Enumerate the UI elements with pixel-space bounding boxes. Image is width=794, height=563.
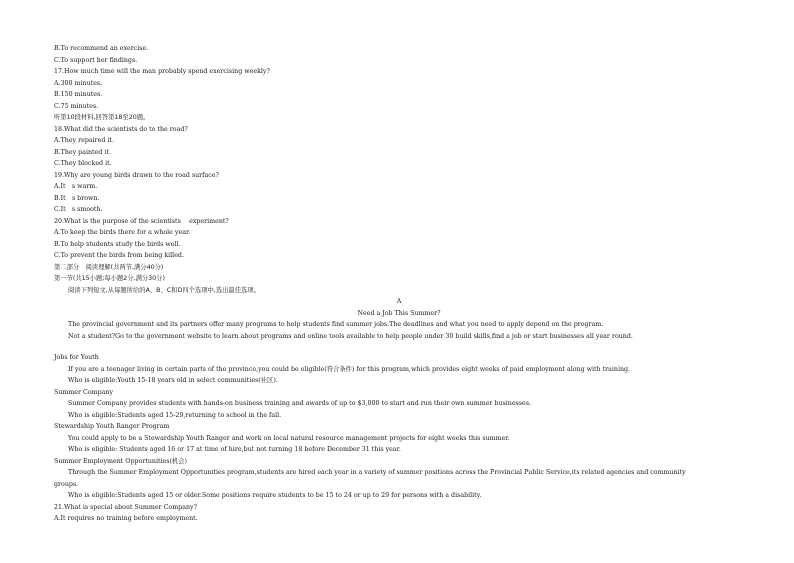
option-line: A.It s warm. bbox=[54, 183, 98, 190]
program-description: You could apply to be a Stewardship Youth Ranger and work on local natural resource management projects for eight weeks this summer. bbox=[68, 434, 510, 442]
eligibility-line: Who is eligible:Students aged 15-29,returning to school in the fall. bbox=[68, 411, 282, 419]
option-line: A.They repaired it. bbox=[54, 137, 114, 144]
question-18: 18.What did the scientists do to the road? bbox=[54, 125, 188, 133]
option-a: A.It requires no training before employment. bbox=[54, 515, 198, 522]
eligibility-line: Who is eligible: Students aged 16 or 17 at time of hire,but not turning 18 before December 31 this year. bbox=[68, 446, 401, 453]
text-line: C.To support her findings. bbox=[54, 56, 138, 64]
option-line: B.They painted it. bbox=[54, 148, 111, 156]
option-line: A.To keep the birds there for a whole year. bbox=[54, 229, 191, 236]
section-heading: 第一节(共15小题;每小题2分,满分30分) bbox=[54, 275, 165, 282]
eligibility-line: Who is eligible:Youth 15-18 years old in select communities(社区). bbox=[68, 377, 278, 384]
reading-instruction: 阅读下列短文,从每题所给的A、B、C和D四个选项中,选出最佳选项。 bbox=[68, 286, 260, 294]
question-17: 17.How much time will the man probably spend exercising weekly? bbox=[54, 68, 270, 75]
option-line: C.75 minutes. bbox=[54, 102, 99, 110]
program-description: Through the Summer Employment Opportunities program,students are hired each year in a variety of summer positions across the Provincial Public Service,its related agencies and community bbox=[68, 469, 686, 476]
question-21: 21.What is special about Summer Company? bbox=[54, 503, 197, 511]
program-heading: Summer Company bbox=[54, 388, 114, 396]
program-heading: Jobs for Youth bbox=[54, 354, 99, 361]
program-description: If you are a teenager living in certain parts of the province,you could be eligible(符合条件) for this program,which provides eight weeks of paid employment along with training. bbox=[68, 365, 631, 373]
program-description-wrap: groups. bbox=[54, 480, 79, 488]
program-heading: Stewardship Youth Ranger Program bbox=[54, 423, 170, 430]
listening-instruction: 听第10段材料,回答第18至20题。 bbox=[54, 114, 150, 121]
part-heading: 第二部分 阅读理解(共两节,满分40分) bbox=[54, 263, 164, 271]
intro-paragraph: Not a student?Go to the government website to learn about programs and online tools available to help people under 30 build skills,find a job or start businesses all year round. bbox=[68, 332, 633, 340]
option-line: B.It s brown. bbox=[54, 194, 100, 202]
option-line: C.It s smooth. bbox=[54, 206, 103, 213]
question-19: 19.Why are young birds drawn to the road surface? bbox=[54, 171, 219, 179]
eligibility-line: Who is eligible:Students aged 15 or older.Some positions require students to be 15 to 24 or up to 29 for persons with a disability. bbox=[68, 492, 482, 499]
passage-letter: A bbox=[396, 298, 402, 305]
program-heading: Summer Employment Opportunities(机会) bbox=[54, 457, 187, 465]
option-line: B.To help students study the birds well. bbox=[54, 240, 181, 248]
paragraph-gap bbox=[54, 342, 744, 352]
program-description: Summer Company provides students with hands-on business training and awards of up to $3,000 to start and run their own summer businesses. bbox=[68, 400, 531, 407]
option-line: B.150 minutes. bbox=[54, 91, 103, 98]
text-line: B.To recommend an exercise. bbox=[54, 45, 149, 52]
option-line: C.They blocked it. bbox=[54, 160, 112, 167]
option-line: C.To prevent the birds from being killed. bbox=[54, 252, 184, 259]
passage-title: Need a Job This Summer? bbox=[357, 309, 441, 317]
question-20: 20.What is the purpose of the scientists experiment? bbox=[54, 217, 229, 225]
intro-paragraph: The provincial government and its partners offer many programs to help students find summer jobs.The deadlines and what you need to apply depend on the program. bbox=[68, 321, 604, 328]
option-line: A.300 minutes. bbox=[54, 79, 103, 87]
exam-page bbox=[54, 43, 744, 525]
